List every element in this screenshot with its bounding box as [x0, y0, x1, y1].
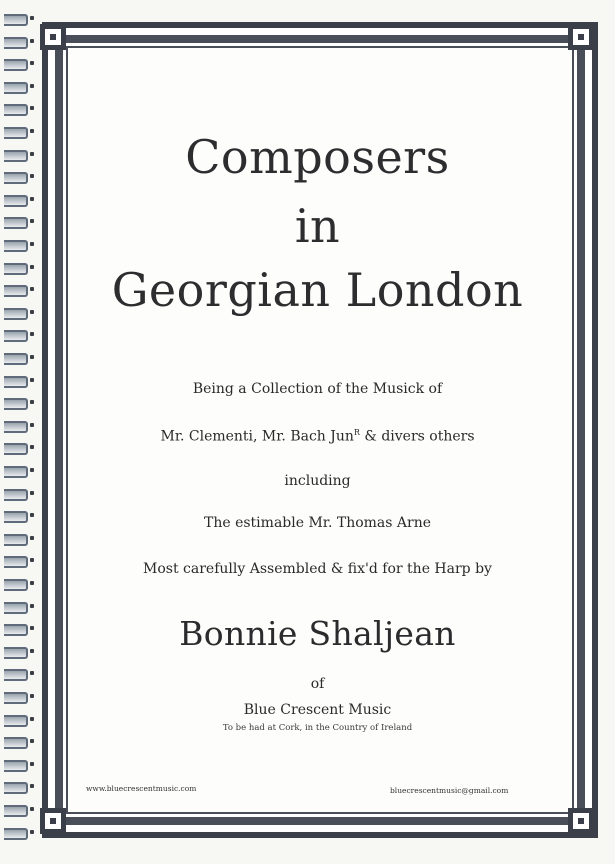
binding-coil — [4, 82, 28, 94]
binding-coil — [4, 782, 28, 794]
binding-coil — [4, 602, 28, 614]
binding-hole — [30, 61, 34, 65]
binding-hole — [30, 671, 34, 675]
binding-hole — [30, 468, 34, 472]
binding-hole — [30, 807, 34, 811]
title-line-2: in — [294, 199, 341, 253]
corner-ornament-top-left — [40, 24, 66, 50]
binding-coil — [4, 330, 28, 342]
binding-hole — [30, 423, 34, 427]
website-link[interactable]: www.bluecrescentmusic.com — [86, 784, 197, 793]
binding-hole — [30, 694, 34, 698]
subtitle-line-3: including — [284, 473, 351, 489]
of-label: of — [310, 676, 325, 692]
binding-coil — [4, 353, 28, 365]
title-line-1: Composers — [185, 130, 450, 184]
email-link[interactable]: bluecrescentmusic@gmail.com — [390, 786, 509, 795]
subtitle-line-2-text: Mr. Clementi, Mr. Bach Jun — [160, 428, 354, 445]
binding-hole — [30, 197, 34, 201]
subtitle-line-4: The estimable Mr. Thomas Arne — [204, 515, 431, 531]
binding-hole — [30, 536, 34, 540]
binding-coil — [4, 805, 28, 817]
binding-coil — [4, 737, 28, 749]
binding-hole — [30, 106, 34, 110]
binding-coil — [4, 760, 28, 772]
corner-ornament-top-right — [568, 24, 594, 50]
binding-hole — [30, 784, 34, 788]
binding-hole — [30, 39, 34, 43]
publisher-note: To be had at Cork, in the Country of Ireland — [222, 723, 413, 733]
publisher-name: Blue Crescent Music — [243, 702, 392, 718]
subtitle-line-1: Being a Collection of the Musick of — [192, 381, 443, 397]
binding-coil — [4, 398, 28, 410]
binding-hole — [30, 604, 34, 608]
binding-hole — [30, 84, 34, 88]
subtitle-line-5: Most carefully Assembled & fix'd for the Harp by — [143, 561, 492, 577]
binding-coil — [4, 489, 28, 501]
subtitle-line-2-end: & divers others — [359, 428, 475, 445]
binding-hole — [30, 129, 34, 133]
binding-coil — [4, 37, 28, 49]
binding-coil — [4, 443, 28, 455]
binding-hole — [30, 491, 34, 495]
binding-coil — [4, 14, 28, 26]
binding-hole — [30, 355, 34, 359]
binding-hole — [30, 739, 34, 743]
binding-hole — [30, 445, 34, 449]
subtitle-line-2 — [10, 428, 615, 445]
binding-coil — [4, 59, 28, 71]
binding-coil — [4, 104, 28, 116]
corner-ornament-bottom-left — [40, 808, 66, 834]
author-name: Bonnie Shaljean — [179, 614, 456, 653]
binding-hole — [30, 400, 34, 404]
subtitle-line-2-sup: R — [353, 428, 360, 437]
corner-ornament-bottom-right — [568, 808, 594, 834]
title-line-3: Georgian London — [111, 263, 524, 317]
binding-coil — [4, 828, 28, 840]
binding-hole — [30, 581, 34, 585]
binding-hole — [30, 16, 34, 20]
binding-hole — [30, 830, 34, 834]
binding-hole — [30, 332, 34, 336]
binding-coil — [4, 534, 28, 546]
binding-coil — [4, 579, 28, 591]
binding-hole — [30, 762, 34, 766]
